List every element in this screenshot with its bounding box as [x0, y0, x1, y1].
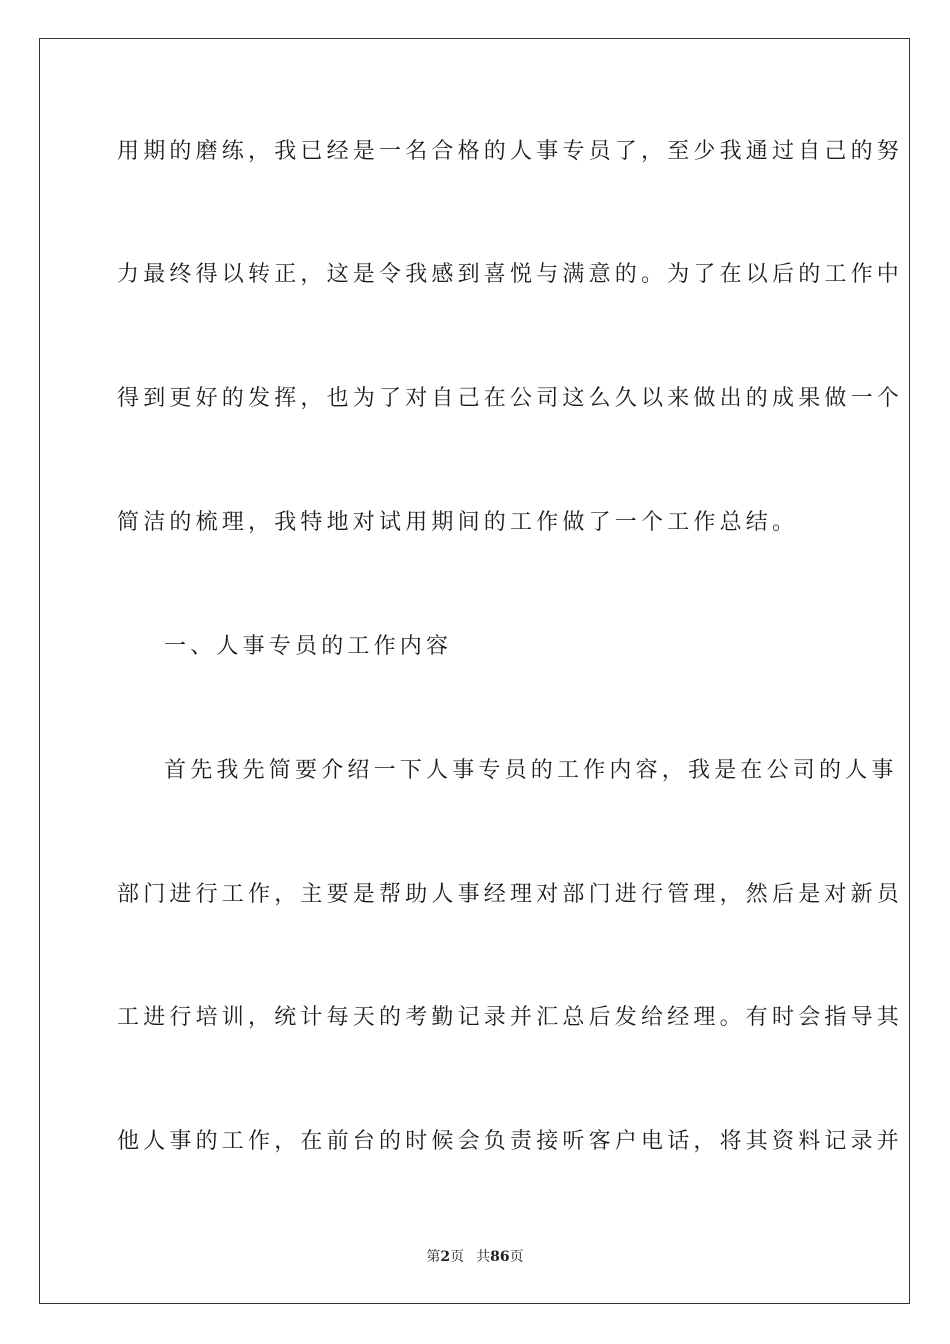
page-number: 2: [440, 1249, 451, 1265]
body-line-8: 他人事的工作，在前台的时候会负责接听客户电话，将其资料记录并: [117, 1129, 904, 1154]
body-line-1: 用期的磨练，我已经是一名合格的人事专员了，至少我通过自己的努: [117, 139, 904, 164]
page-border: [39, 38, 910, 1304]
body-line-5: 首先我先简要介绍一下人事专员的工作内容，我是在公司的人事: [164, 758, 898, 783]
body-line-4: 简洁的梳理，我特地对试用期间的工作做了一个工作总结。: [117, 510, 799, 535]
page-prefix: 第: [426, 1249, 441, 1265]
page-suffix: 页: [450, 1249, 465, 1265]
total-prefix: 共: [476, 1249, 491, 1265]
body-line-3: 得到更好的发挥，也为了对自己在公司这么久以来做出的成果做一个: [117, 386, 904, 411]
total-pages: 86: [490, 1249, 510, 1265]
page-footer: [0, 1248, 950, 1266]
body-line-2: 力最终得以转正，这是令我感到喜悦与满意的。为了在以后的工作中: [117, 262, 904, 287]
section-heading: 一、人事专员的工作内容: [164, 634, 453, 659]
body-line-7: 工进行培训，统计每天的考勤记录并汇总后发给经理。有时会指导其: [117, 1005, 904, 1030]
body-line-6: 部门进行工作，主要是帮助人事经理对部门进行管理，然后是对新员: [117, 882, 904, 907]
total-suffix: 页: [509, 1249, 524, 1265]
